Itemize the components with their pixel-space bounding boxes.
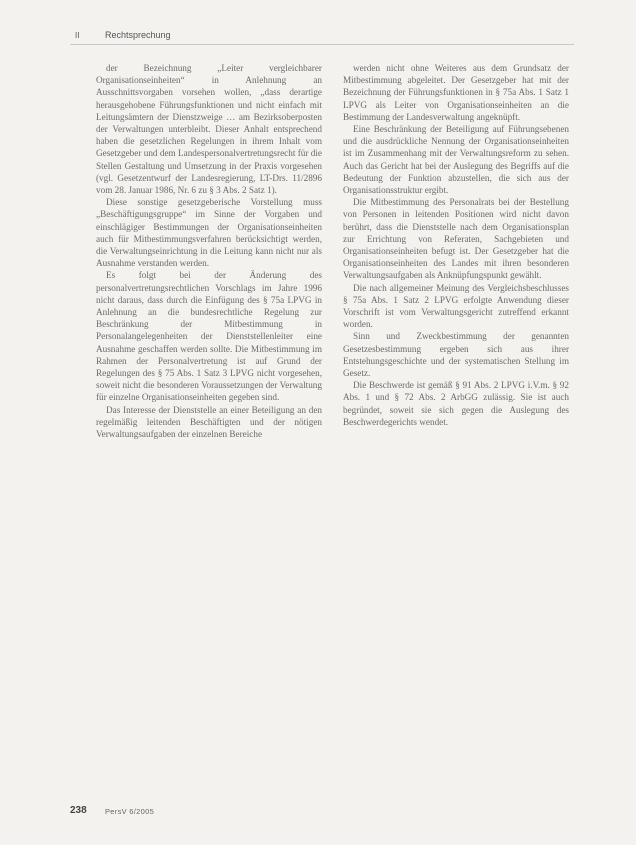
paragraph: Eine Beschränkung der Beteiligung auf Führungsebenen und die ausdrückliche Nennung der Organisationseinheiten ist im Zusammenhang mit der Verwaltungsreform zu sehen. Auch das Gericht hat bei der Auslegung des Begriffs auf die Bedeutung der Funktion abzustellen, die sich aus der Organisationsstruktur ergibt.	[343, 124, 569, 196]
paragraph: der Bezeichnung „Leiter vergleichbarer Organisationseinheiten“ in Anlehnung an Ausschnittsvorgaben vorsehen wollen, „dass derartige herausgehobene Führungsfunktionen und nicht einfach mit Leitungsämtern der Dienstzweige … am Bezirksoberposten der Verwaltungen unterbleibt. Dieser Anhalt entsprechend haben die gesetzlichen Regelungen in ihrem Inhalt vom Gesetzgeber und dem Landespersonalvertretungsrecht für die Stellen Gestaltung und Umsetzung in der Praxis vorgesehen (vgl. Gesetzentwurf der Landesregierung, LT-Drs. 11/2896 vom 28. Januar 1986, Nr. 6 zu § 3 Abs. 2 Satz 1).	[96, 63, 322, 196]
journal-citation: PersV 6/2005	[105, 807, 155, 816]
paragraph: Das Interesse der Dienststelle an einer Beteiligung an den regelmäßig leitenden Beschäftigten und der nötigen Verwaltungsaufgaben der einzelnen Bereiche	[96, 404, 322, 440]
paragraph: Die Beschwerde ist gemäß § 91 Abs. 2 LPVG i.V.m. § 92 Abs. 1 und § 72 Abs. 2 ArbGG zulässig. Sie ist auch begründet, soweit sie sich gegen die Auslegung des Beschwerdegerichts wendet.	[343, 380, 569, 427]
running-head: Rechtsprechung	[105, 30, 171, 40]
paragraph: Die Mitbestimmung des Personalrats bei der Bestellung von Personen in leitenden Positionen wird nicht davon berührt, dass die Dienststelle nach dem Organisationsplan zur Errichtung von Referaten, Sachgebieten und Organisationseinheiten befugt ist. Der Gesetzgeber hat die Organisationseinheiten des Landes mit ihren besonderen Verwaltungsaufgaben als Anknüpfungspunkt gewählt.	[343, 197, 569, 281]
paragraph: Es folgt bei der Änderung des personalvertretungsrechtlichen Vorschlags im Jahre 1996 nicht daraus, dass durch die Einfügung des § 75a LPVG in Anlehnung an die bundesrechtliche Regelung zur Beschränkung der Mitbestimmung in Personalangelegenheiten der Dienststellenleiter eine Ausnahme geschaffen werden sollte. Die Mitbestimmung im Rahmen der Personalvertretung ist auf Grund der Regelungen des § 75 Abs. 1 Satz 3 LPVG nicht vorgesehen, soweit nicht die besonderen Voraussetzungen der Verwaltung für einzelne Organisationseinheiten gegeben sind.	[96, 270, 322, 403]
paragraph: Diese sonstige gesetzgeberische Vorstellung muss „Beschäftigungsgruppe“ im Sinne der Vorgaben und einschlägiger Bestimmungen der Organisationseinheiten auch für Mitbestimmungsverfahren berücksichtigt werden, die Verwaltungseinrichtung in die Leitung kann nicht nur als Ausnahme verstanden werden.	[96, 197, 322, 269]
header-marker: II	[75, 31, 80, 40]
right-column	[343, 62, 569, 792]
paragraph: werden nicht ohne Weiteres aus dem Grundsatz der Mitbestimmung abgeleitet. Der Gesetzgeber hat mit der Bezeichnung der Führungsfunktionen in § 75a Abs. 1 Satz 1 LPVG als Leiter von Organisationseinheiten an die Bestimmung der Landesverwaltung angeknüpft.	[343, 63, 569, 122]
left-column	[96, 62, 322, 792]
paragraph: Die nach allgemeiner Meinung des Vergleichsbeschlusses § 75a Abs. 1 Satz 2 LPVG erfolgte Anwendung dieser Vorschrift ist vom Verwaltungsgericht zutreffend erkannt worden.	[343, 282, 569, 330]
page-number: 238	[70, 805, 87, 816]
header-rule	[70, 44, 574, 45]
paragraph: Sinn und Zweckbestimmung der genannten Gesetzesbestimmung ergeben sich aus ihrer Entstehungsgeschichte und der systematischen Stellung im Gesetz.	[343, 331, 569, 379]
